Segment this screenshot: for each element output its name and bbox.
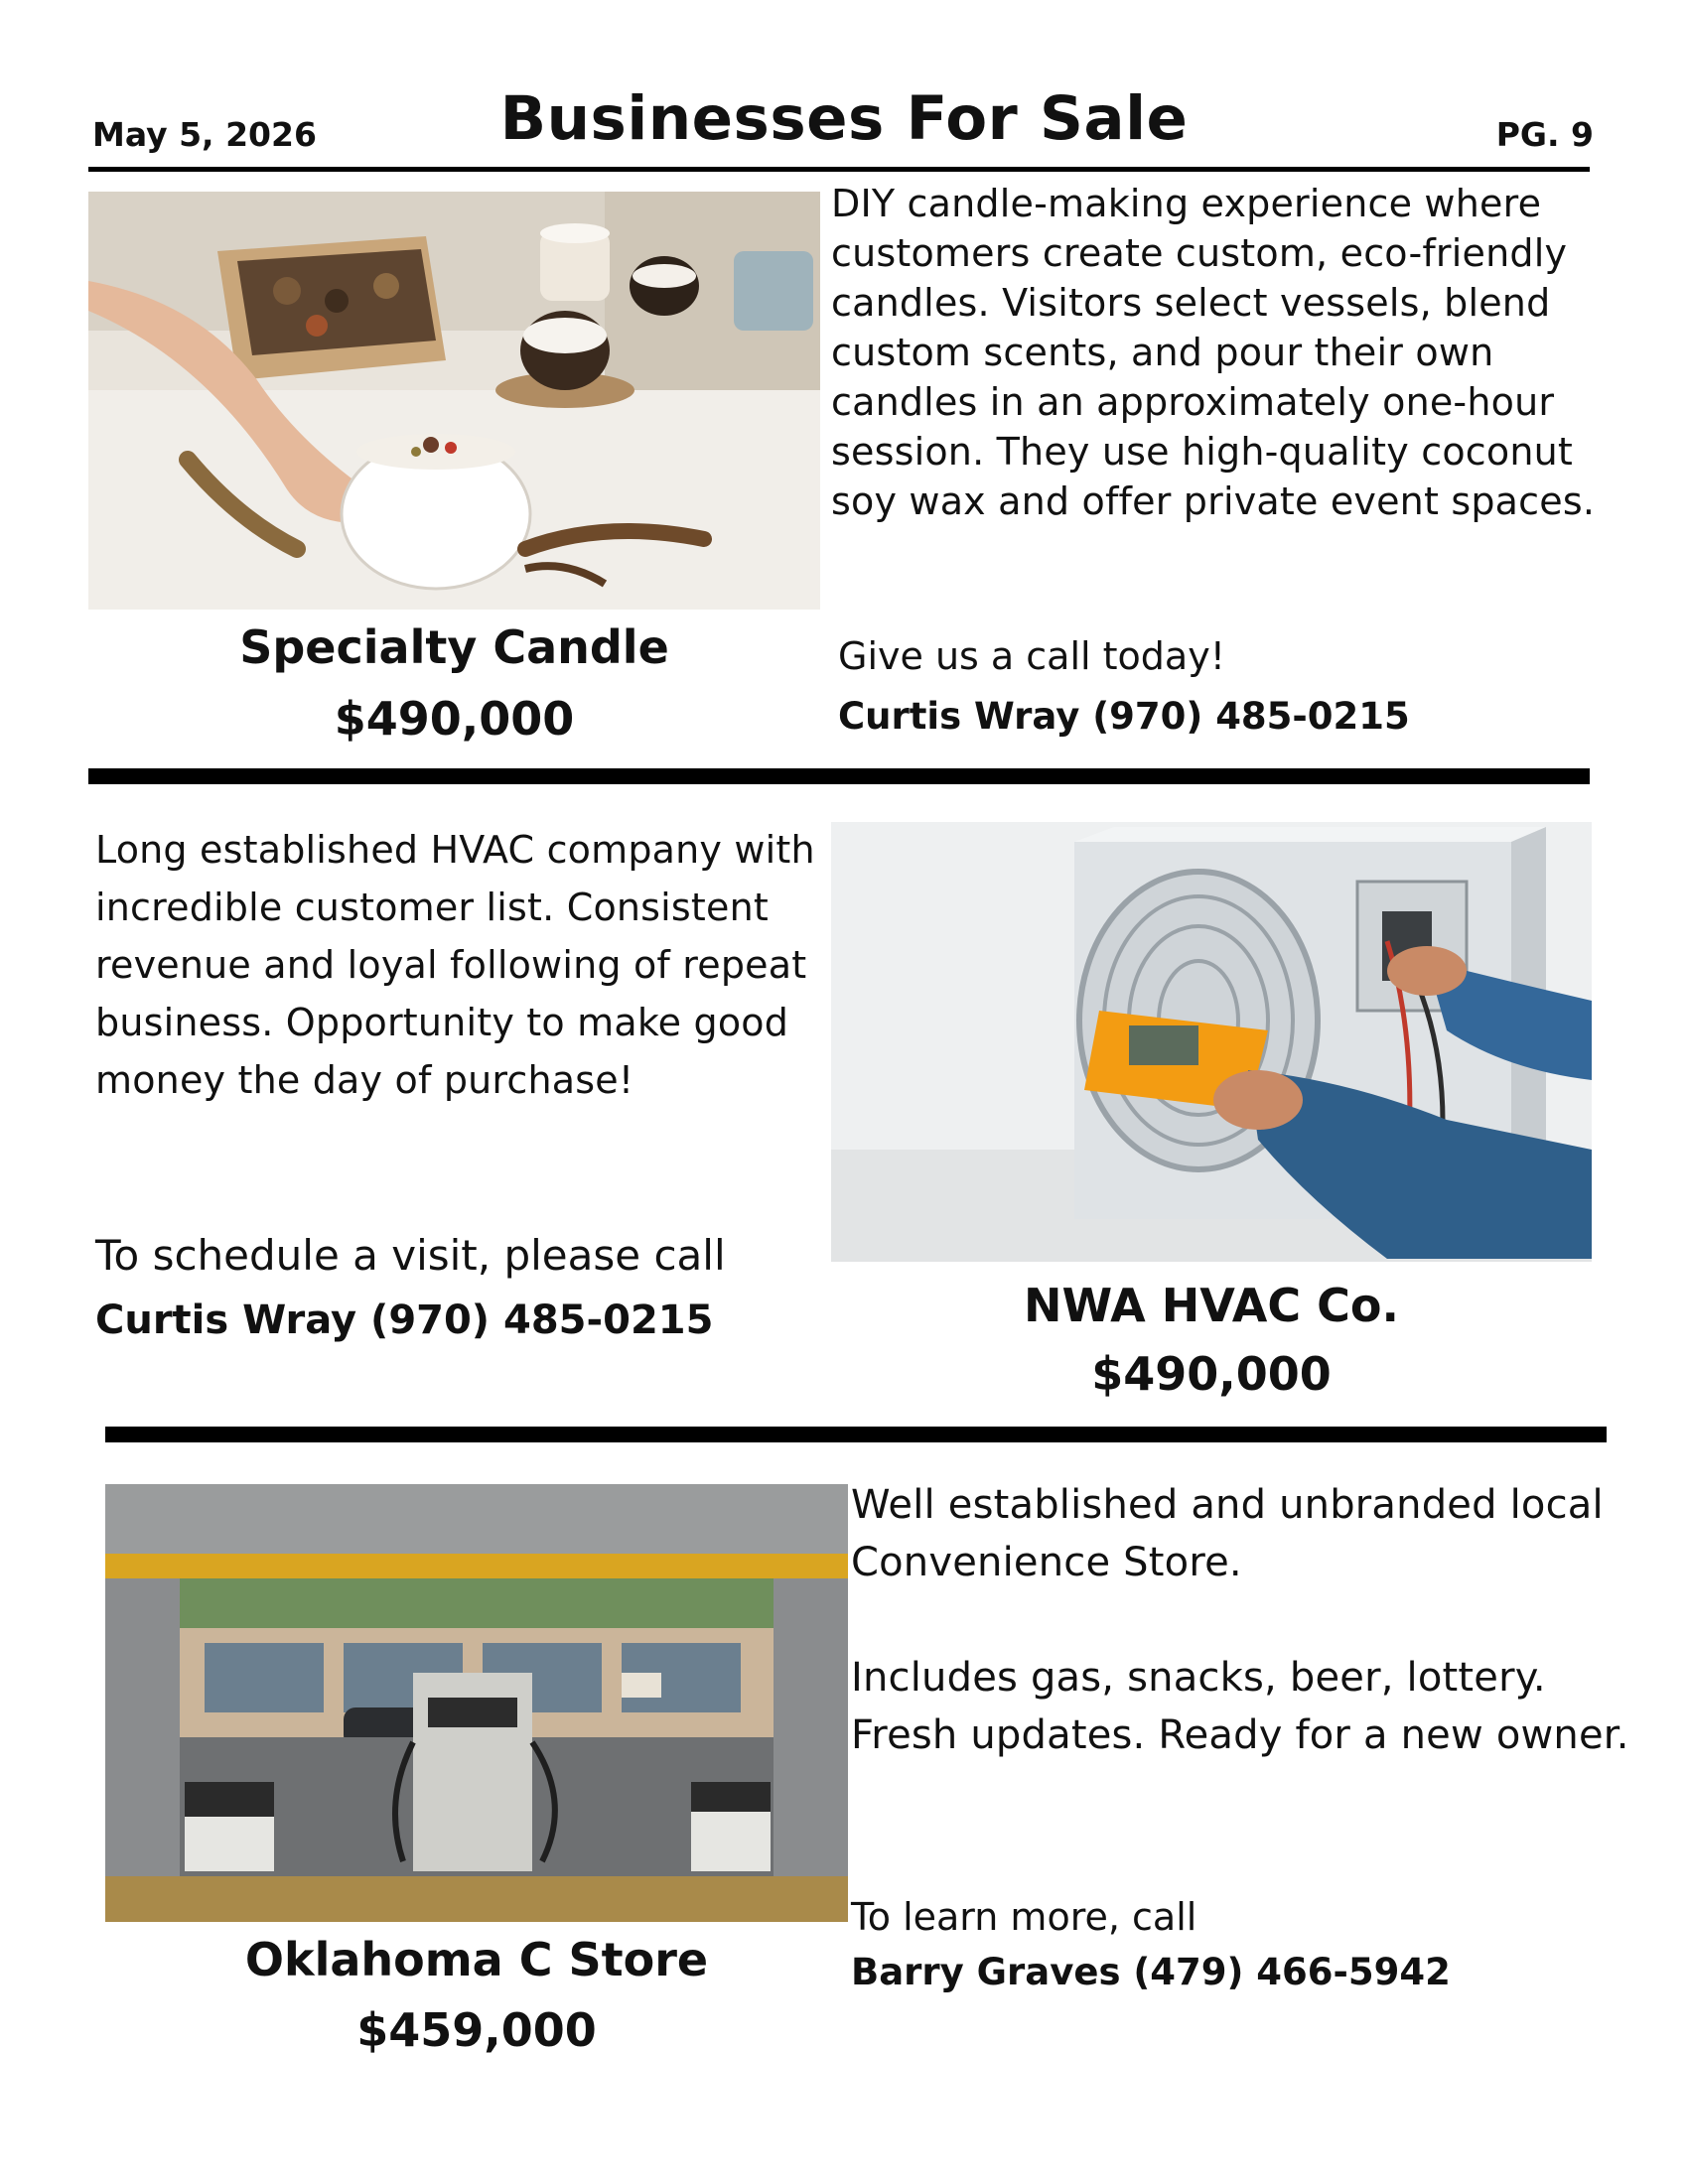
broker-contact[interactable]: Barry Graves (479) 466-5942 [851,1951,1451,1993]
broker-contact[interactable]: Curtis Wray (970) 485-0215 [95,1297,714,1343]
listing-price: $490,000 [334,692,575,746]
section-divider [88,768,1590,784]
issue-date: May 5, 2026 [92,115,317,154]
listing-description [851,1476,1645,1764]
listing-name: Oklahoma C Store [244,1933,709,1986]
page-number: PG. 9 [1495,115,1594,154]
section-divider [105,1427,1607,1442]
listing-description [831,179,1635,526]
call-prompt: To learn more, call [851,1895,1197,1939]
specialty-candle-description: DIY candle-making experience where customers create custom, eco-friendly candles. Visitors select vessels, blend custom scents, and pour their own candles in an approximately one-hour session. They use high-quality coconut soy wax and offer private event spaces. [831,182,1596,523]
broker-contact[interactable]: Curtis Wray (970) 485-0215 [838,695,1410,738]
call-prompt: To schedule a visit, please call [95,1231,726,1280]
c-store-description-intro: Well established and unbranded local Convenience Store. [851,1482,1604,1585]
call-prompt: Give us a call today! [838,634,1225,678]
candle-making-photo [88,192,820,610]
header-divider [88,167,1590,172]
listing-name: NWA HVAC Co. [1024,1279,1399,1332]
hvac-technician-photo [831,822,1592,1262]
listing-description [95,821,830,1109]
listing-price: $490,000 [1091,1347,1332,1401]
page-title: Businesses For Sale [499,83,1189,154]
hvac-description: Long established HVAC company with incredible customer list. Consistent revenue and loyal following of repeat business. Opportunity to make good money the day of purchase! [95,828,815,1102]
c-store-description-details: Includes gas, snacks, beer, lottery. Fresh updates. Ready for a new owner. [851,1655,1629,1758]
gas-station-photo [105,1484,848,1922]
listing-name: Specialty Candle [239,620,669,674]
listing-price: $459,000 [356,2003,597,2057]
